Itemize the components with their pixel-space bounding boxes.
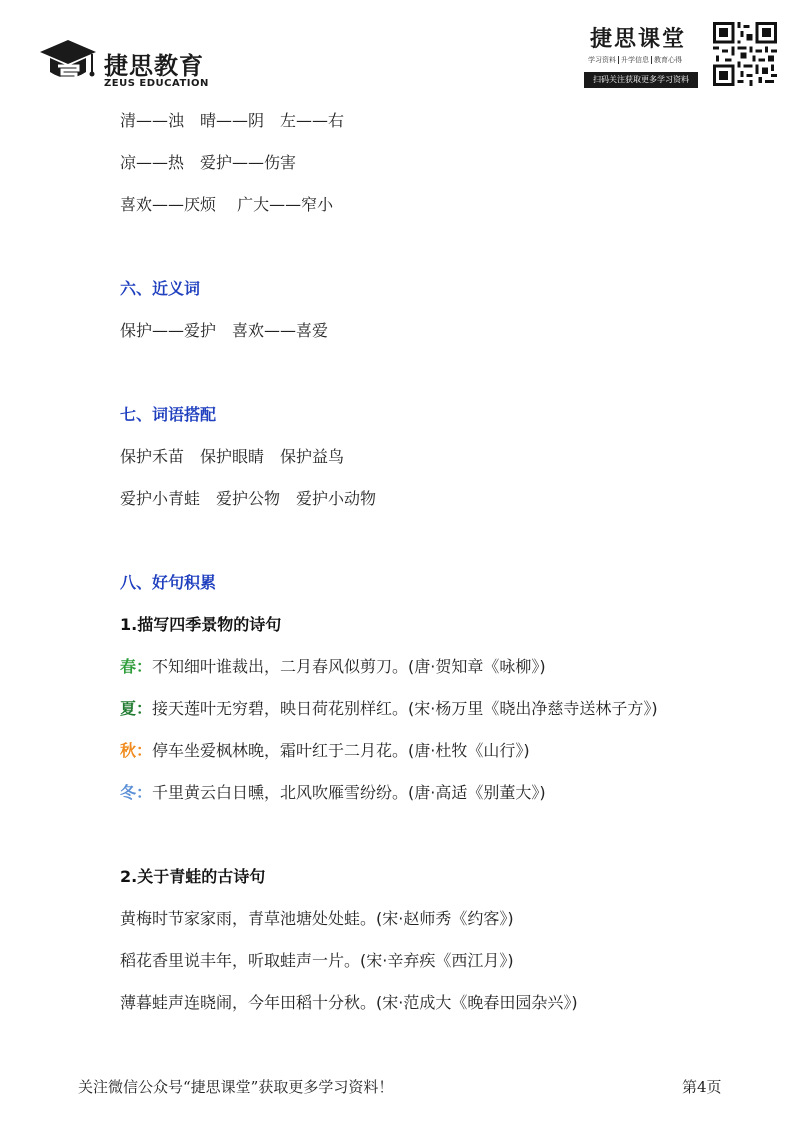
brand-tag: 学习资料 xyxy=(586,56,619,64)
season-poem: 停车坐爱枫林晚，霜叶红于二月花。(唐·杜牧《山行》) xyxy=(152,741,530,760)
season-line-summer xyxy=(120,696,658,719)
antonym-line: 清——浊 晴——阴 左——右 xyxy=(120,111,345,130)
season-line-autumn xyxy=(120,738,530,761)
collocation-line: 爱护小青蛙 爱护公物 爱护小动物 xyxy=(120,489,377,508)
subheading-four-seasons: 1.描写四季景物的诗句 xyxy=(120,615,282,634)
season-label: 冬： xyxy=(120,783,153,802)
graduation-cap-icon xyxy=(38,38,98,90)
qr-code-icon xyxy=(713,22,777,86)
logo-english-name: ZEUS EDUCATION xyxy=(104,78,209,89)
brand-block xyxy=(584,22,700,90)
frog-poem-line: 稻花香里说丰年，听取蛙声一片。(宋·辛弃疾《西江月》) xyxy=(120,951,514,970)
zeus-logo xyxy=(38,38,208,90)
brand-bar: 扫码关注获取更多学习资料 xyxy=(584,72,698,88)
brand-tag: 升学信息 xyxy=(619,56,652,64)
logo-chinese-name: 捷思教育 xyxy=(104,52,204,80)
season-line-spring xyxy=(120,654,546,677)
season-poem: 接天莲叶无穷碧，映日荷花别样红。(宋·杨万里《晓出净慈寺送林子方》) xyxy=(152,699,658,718)
brand-tag: 教育心得 xyxy=(654,56,682,64)
antonym-line: 喜欢——厌烦 广大——窄小 xyxy=(120,195,334,214)
frog-poem-line: 黄梅时节家家雨，青草池塘处处蛙。(宋·赵师秀《约客》) xyxy=(120,909,514,928)
section-heading-good-sentences: 八、好句积累 xyxy=(120,573,217,592)
page-number: 第4页 xyxy=(682,1078,722,1096)
season-label: 秋： xyxy=(120,741,153,760)
antonym-line: 凉——热 爱护——伤害 xyxy=(120,153,297,172)
frog-poem-line: 薄暮蛙声连晓闹，今年田稻十分秋。(宋·范成大《晚春田园杂兴》) xyxy=(120,993,578,1012)
subheading-frog-poems: 2.关于青蛙的古诗句 xyxy=(120,867,266,886)
season-line-winter xyxy=(120,780,546,803)
season-label: 春： xyxy=(120,657,153,676)
collocation-line: 保护禾苗 保护眼睛 保护益鸟 xyxy=(120,447,345,466)
section-heading-collocations: 七、词语搭配 xyxy=(120,405,217,424)
season-poem: 千里黄云白日曛，北风吹雁雪纷纷。(唐·高适《别董大》) xyxy=(152,783,546,802)
footer-promo-text: 关注微信公众号“捷思课堂”获取更多学习资料！ xyxy=(78,1078,394,1096)
brand-title: 捷思课堂 xyxy=(590,26,687,52)
section-heading-synonyms: 六、近义词 xyxy=(120,279,201,298)
brand-tags xyxy=(586,55,684,65)
season-label: 夏： xyxy=(120,699,153,718)
synonym-line: 保护——爱护 喜欢——喜爱 xyxy=(120,321,329,340)
season-poem: 不知细叶谁裁出，二月春风似剪刀。(唐·贺知章《咏柳》) xyxy=(152,657,546,676)
